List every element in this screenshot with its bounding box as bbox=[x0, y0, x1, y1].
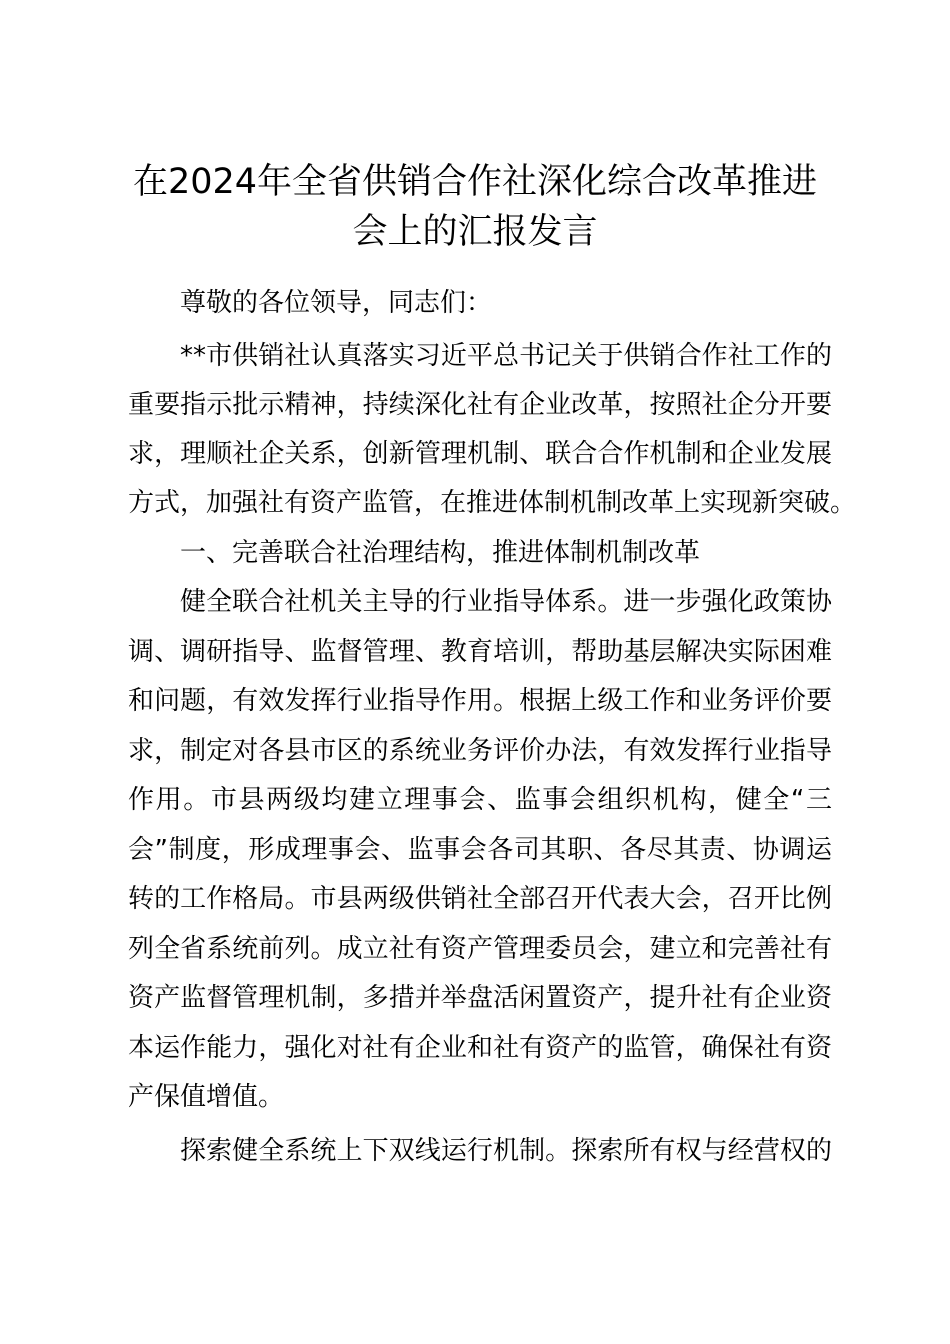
paragraph-2-line-3: 和问题，有效发挥行业指导作用。根据上级工作和业务评价要 bbox=[128, 686, 832, 716]
document-title-line-1: 在2024年全省供销合作社深化综合改革推进 bbox=[132, 162, 818, 202]
paragraph-2-line-6: 会”制度，形成理事会、监事会各司其职、各尽其责、协调运 bbox=[128, 835, 832, 865]
paragraph-2-line-7: 转的工作格局。市县两级供销社全部召开代表大会，召开比例 bbox=[128, 884, 832, 914]
paragraph-2-line-5: 作用。市县两级均建立理事会、监事会组织机构，健全“三 bbox=[128, 785, 832, 815]
paragraph-1-line-2: 重要指示批示精神，持续深化社有企业改革，按照社企分开要 bbox=[128, 390, 832, 420]
document-title-line-2: 会上的汇报发言 bbox=[352, 212, 598, 252]
paragraph-1-line-3: 求，理顺社企关系，创新管理机制、联合合作机制和企业发展 bbox=[128, 439, 832, 469]
paragraph-1-line-4: 方式，加强社有资产监管，在推进体制机制改革上实现新突破。 bbox=[128, 488, 857, 518]
paragraph-2-line-8: 列全省系统前列。成立社有资产管理委员会，建立和完善社有 bbox=[128, 934, 832, 964]
paragraph-1-line-1: **市供销社认真落实习近平总书记关于供销合作社工作的 bbox=[180, 341, 832, 371]
section-heading-1: 一、完善联合社治理结构，推进体制机制改革 bbox=[180, 538, 701, 568]
paragraph-2-line-4: 求，制定对各县市区的系统业务评价办法，有效发挥行业指导 bbox=[128, 736, 832, 766]
paragraph-2-line-10: 本运作能力，强化对社有企业和社有资产的监管，确保社有资 bbox=[128, 1033, 832, 1063]
paragraph-3-line-1: 探索健全系统上下双线运行机制。探索所有权与经营权的 bbox=[180, 1136, 832, 1166]
paragraph-2-line-11: 产保值增值。 bbox=[128, 1082, 285, 1112]
salutation: 尊敬的各位领导，同志们： bbox=[180, 288, 493, 318]
paragraph-2-line-9: 资产监督管理机制，多措并举盘活闲置资产，提升社有企业资 bbox=[128, 983, 832, 1013]
paragraph-2-line-1: 健全联合社机关主导的行业指导体系。进一步强化政策协 bbox=[180, 587, 832, 617]
paragraph-2-line-2: 调、调研指导、监督管理、教育培训，帮助基层解决实际困难 bbox=[128, 637, 832, 667]
